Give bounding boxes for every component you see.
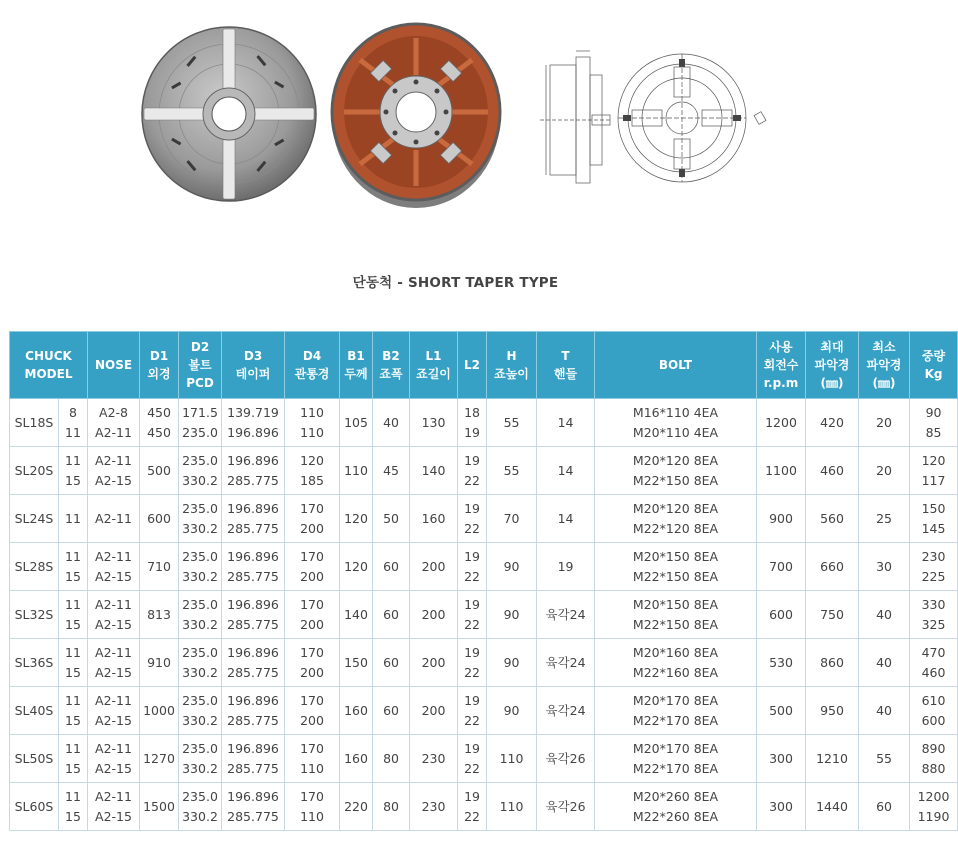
min-cell: 20 [859, 447, 910, 495]
d3-cell: 196.896 285.775 [222, 543, 285, 591]
b2-cell: 60 [373, 591, 410, 639]
l1-cell: 200 [410, 543, 458, 591]
column-header: D2 볼트 PCD [179, 332, 222, 399]
h-cell: 90 [487, 639, 537, 687]
table-row [10, 543, 958, 591]
section-title: 단동척 - SHORT TAPER TYPE [352, 275, 559, 291]
chuck-back-photo [330, 20, 502, 210]
b2-cell: 60 [373, 543, 410, 591]
h-cell: 110 [487, 783, 537, 831]
size-cell: 11 [59, 495, 88, 543]
kg-cell: 470 460 [910, 639, 958, 687]
min-cell: 40 [859, 639, 910, 687]
b1-cell: 160 [340, 687, 373, 735]
d2-cell: 235.0 330.2 [179, 783, 222, 831]
l1-cell: 200 [410, 591, 458, 639]
rpm-cell: 900 [757, 495, 806, 543]
d1-cell: 910 [140, 639, 179, 687]
b2-cell: 80 [373, 783, 410, 831]
l2-cell: 19 22 [458, 495, 487, 543]
kg-cell: 120 117 [910, 447, 958, 495]
kg-cell: 150 145 [910, 495, 958, 543]
d3-cell: 196.896 285.775 [222, 591, 285, 639]
d4-cell: 120 185 [285, 447, 340, 495]
h-cell: 55 [487, 399, 537, 447]
nose-cell: A2-8 A2-11 [88, 399, 140, 447]
h-cell: 55 [487, 447, 537, 495]
model-cell: SL60S [10, 783, 59, 831]
d3-cell: 196.896 285.775 [222, 639, 285, 687]
max-cell: 1440 [806, 783, 859, 831]
t-cell: 19 [537, 543, 595, 591]
d1-cell: 1270 [140, 735, 179, 783]
size-cell: 11 15 [59, 543, 88, 591]
d4-cell: 170 110 [285, 735, 340, 783]
kg-cell: 330 325 [910, 591, 958, 639]
table-row [10, 687, 958, 735]
d1-cell: 500 [140, 447, 179, 495]
table-header-row [10, 332, 958, 399]
d1-cell: 600 [140, 495, 179, 543]
d3-cell: 196.896 285.775 [222, 783, 285, 831]
nose-cell: A2-11 A2-15 [88, 783, 140, 831]
table-row [10, 639, 958, 687]
size-cell: 11 15 [59, 639, 88, 687]
d1-cell: 710 [140, 543, 179, 591]
min-cell: 25 [859, 495, 910, 543]
min-cell: 60 [859, 783, 910, 831]
rpm-cell: 500 [757, 687, 806, 735]
table-row [10, 591, 958, 639]
nose-cell: A2-11 A2-15 [88, 591, 140, 639]
d4-cell: 170 200 [285, 639, 340, 687]
b1-cell: 120 [340, 543, 373, 591]
size-cell: 8 11 [59, 399, 88, 447]
column-header: B1 두께 [340, 332, 373, 399]
d3-cell: 196.896 285.775 [222, 447, 285, 495]
bolt-cell: M20*120 8EA M22*150 8EA [595, 447, 757, 495]
d4-cell: 170 200 [285, 495, 340, 543]
max-cell: 560 [806, 495, 859, 543]
column-header: NOSE [88, 332, 140, 399]
product-images [0, 0, 911, 240]
d2-cell: 235.0 330.2 [179, 687, 222, 735]
table-row [10, 399, 958, 447]
l2-cell: 19 22 [458, 447, 487, 495]
kg-cell: 610 600 [910, 687, 958, 735]
column-header: T 핸들 [537, 332, 595, 399]
column-header: 최대 파악경 (㎜) [806, 332, 859, 399]
max-cell: 660 [806, 543, 859, 591]
t-cell: 육각26 [537, 735, 595, 783]
l2-cell: 19 22 [458, 735, 487, 783]
d1-cell: 450 450 [140, 399, 179, 447]
column-header: 중량 Kg [910, 332, 958, 399]
column-header: B2 죠폭 [373, 332, 410, 399]
bolt-cell: M20*150 8EA M22*150 8EA [595, 591, 757, 639]
d4-cell: 170 200 [285, 687, 340, 735]
l2-cell: 19 22 [458, 687, 487, 735]
l2-cell: 19 22 [458, 543, 487, 591]
b1-cell: 220 [340, 783, 373, 831]
kg-cell: 1200 1190 [910, 783, 958, 831]
l1-cell: 140 [410, 447, 458, 495]
l1-cell: 200 [410, 687, 458, 735]
b2-cell: 45 [373, 447, 410, 495]
bolt-cell: M20*150 8EA M22*150 8EA [595, 543, 757, 591]
model-cell: SL24S [10, 495, 59, 543]
chuck-front-photo [140, 25, 318, 203]
nose-cell: A2-11 A2-15 [88, 735, 140, 783]
max-cell: 420 [806, 399, 859, 447]
size-cell: 11 15 [59, 591, 88, 639]
min-cell: 40 [859, 591, 910, 639]
d3-cell: 196.896 285.775 [222, 495, 285, 543]
b1-cell: 160 [340, 735, 373, 783]
t-cell: 14 [537, 495, 595, 543]
d2-cell: 235.0 330.2 [179, 447, 222, 495]
rpm-cell: 700 [757, 543, 806, 591]
nose-cell: A2-11 [88, 495, 140, 543]
model-cell: SL32S [10, 591, 59, 639]
d3-cell: 196.896 285.775 [222, 735, 285, 783]
l2-cell: 18 19 [458, 399, 487, 447]
bolt-cell: M16*110 4EA M20*110 4EA [595, 399, 757, 447]
l1-cell: 130 [410, 399, 458, 447]
table-row [10, 735, 958, 783]
d4-cell: 110 110 [285, 399, 340, 447]
d2-cell: 235.0 330.2 [179, 591, 222, 639]
d2-cell: 235.0 330.2 [179, 639, 222, 687]
table-row [10, 447, 958, 495]
size-cell: 11 15 [59, 735, 88, 783]
d4-cell: 170 200 [285, 543, 340, 591]
t-cell: 육각24 [537, 591, 595, 639]
size-cell: 11 15 [59, 447, 88, 495]
column-header: L1 죠길이 [410, 332, 458, 399]
bolt-cell: M20*170 8EA M22*170 8EA [595, 687, 757, 735]
t-cell: 육각24 [537, 639, 595, 687]
column-header: 최소 파악경 (㎜) [859, 332, 910, 399]
d1-cell: 813 [140, 591, 179, 639]
model-cell: SL28S [10, 543, 59, 591]
t-cell: 14 [537, 399, 595, 447]
kg-cell: 230 225 [910, 543, 958, 591]
min-cell: 40 [859, 687, 910, 735]
min-cell: 20 [859, 399, 910, 447]
nose-cell: A2-11 A2-15 [88, 447, 140, 495]
max-cell: 950 [806, 687, 859, 735]
d2-cell: 235.0 330.2 [179, 735, 222, 783]
column-header: D3 테이퍼 [222, 332, 285, 399]
bolt-cell: M20*120 8EA M22*120 8EA [595, 495, 757, 543]
column-header: CHUCK MODEL [10, 332, 88, 399]
chuck-technical-drawing [540, 45, 780, 190]
column-header: 사용 회전수 r.p.m [757, 332, 806, 399]
rpm-cell: 1100 [757, 447, 806, 495]
column-header: D1 외경 [140, 332, 179, 399]
min-cell: 55 [859, 735, 910, 783]
d3-cell: 196.896 285.775 [222, 687, 285, 735]
model-cell: SL36S [10, 639, 59, 687]
max-cell: 1210 [806, 735, 859, 783]
b1-cell: 110 [340, 447, 373, 495]
h-cell: 90 [487, 543, 537, 591]
column-header: BOLT [595, 332, 757, 399]
t-cell: 14 [537, 447, 595, 495]
b2-cell: 80 [373, 735, 410, 783]
nose-cell: A2-11 A2-15 [88, 543, 140, 591]
bolt-cell: M20*160 8EA M22*160 8EA [595, 639, 757, 687]
rpm-cell: 300 [757, 783, 806, 831]
model-cell: SL20S [10, 447, 59, 495]
b2-cell: 40 [373, 399, 410, 447]
l2-cell: 19 22 [458, 639, 487, 687]
l2-cell: 19 22 [458, 591, 487, 639]
table-row [10, 783, 958, 831]
d4-cell: 170 200 [285, 591, 340, 639]
column-header: D4 관통경 [285, 332, 340, 399]
model-cell: SL50S [10, 735, 59, 783]
l1-cell: 160 [410, 495, 458, 543]
b1-cell: 140 [340, 591, 373, 639]
chuck-spec-table [9, 331, 958, 831]
column-header: H 죠높이 [487, 332, 537, 399]
d4-cell: 170 110 [285, 783, 340, 831]
min-cell: 30 [859, 543, 910, 591]
d1-cell: 1500 [140, 783, 179, 831]
l1-cell: 230 [410, 735, 458, 783]
table-row [10, 495, 958, 543]
model-cell: SL40S [10, 687, 59, 735]
size-cell: 11 15 [59, 783, 88, 831]
b2-cell: 60 [373, 687, 410, 735]
d2-cell: 171.5 235.0 [179, 399, 222, 447]
d2-cell: 235.0 330.2 [179, 543, 222, 591]
max-cell: 860 [806, 639, 859, 687]
column-header: L2 [458, 332, 487, 399]
d1-cell: 1000 [140, 687, 179, 735]
max-cell: 460 [806, 447, 859, 495]
l2-cell: 19 22 [458, 783, 487, 831]
rpm-cell: 300 [757, 735, 806, 783]
l1-cell: 200 [410, 639, 458, 687]
model-cell: SL18S [10, 399, 59, 447]
h-cell: 70 [487, 495, 537, 543]
b2-cell: 60 [373, 639, 410, 687]
b1-cell: 105 [340, 399, 373, 447]
rpm-cell: 1200 [757, 399, 806, 447]
h-cell: 110 [487, 735, 537, 783]
nose-cell: A2-11 A2-15 [88, 687, 140, 735]
d3-cell: 139.719 196.896 [222, 399, 285, 447]
d2-cell: 235.0 330.2 [179, 495, 222, 543]
max-cell: 750 [806, 591, 859, 639]
t-cell: 육각26 [537, 783, 595, 831]
h-cell: 90 [487, 687, 537, 735]
kg-cell: 890 880 [910, 735, 958, 783]
b1-cell: 150 [340, 639, 373, 687]
bolt-cell: M20*260 8EA M22*260 8EA [595, 783, 757, 831]
size-cell: 11 15 [59, 687, 88, 735]
h-cell: 90 [487, 591, 537, 639]
l1-cell: 230 [410, 783, 458, 831]
b1-cell: 120 [340, 495, 373, 543]
rpm-cell: 530 [757, 639, 806, 687]
kg-cell: 90 85 [910, 399, 958, 447]
t-cell: 육각24 [537, 687, 595, 735]
nose-cell: A2-11 A2-15 [88, 639, 140, 687]
b2-cell: 50 [373, 495, 410, 543]
bolt-cell: M20*170 8EA M22*170 8EA [595, 735, 757, 783]
rpm-cell: 600 [757, 591, 806, 639]
